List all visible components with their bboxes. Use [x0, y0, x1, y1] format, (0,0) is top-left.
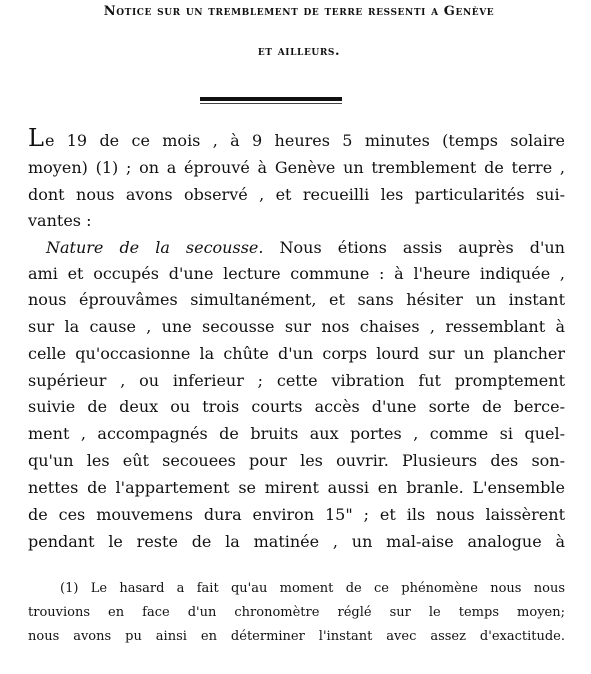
body-line-2: moyen) (1) ; on a éprouvé à Genève un tremblement de terre , — [28, 158, 565, 177]
body-line-14: nettes de l'appartement se mirent aussi en branle. L'ensemble — [28, 478, 565, 497]
section-heading-italic: Nature de la secousse. — [46, 238, 264, 257]
body-line-11: suivie de deux ou trois courts accès d'une sorte de berce- — [28, 397, 565, 416]
drop-capital: L — [28, 124, 45, 152]
footnote-line-1: (1) Le hasard a fait qu'au moment de ce phénomène nous nous — [60, 581, 565, 596]
body-line-16: pendant le reste de la matinée , un mal-aise analogue à — [28, 532, 565, 551]
body-line-5-text: Nous étions assis auprès d'un — [263, 238, 565, 257]
body-line-12: ment , accompagnés de bruits aux portes , comme si quel- — [28, 424, 565, 443]
body-line-5 — [46, 238, 565, 258]
body-line-15: de ces mouvemens dura environ 15" ; et ils nous laissèrent — [28, 505, 565, 524]
body-line-1 — [28, 124, 565, 152]
body-line-7: nous éprouvâmes simultanément, et sans hésiter un instant — [28, 290, 565, 309]
title-rule-thick — [200, 97, 342, 101]
body-line-10: supérieur , ou inferieur ; cette vibration fut promptement — [28, 371, 565, 390]
body-line-6: ami et occupés d'une lecture commune : à l'heure indiquée , — [28, 264, 565, 283]
page-title-line-2: et ailleurs. — [257, 44, 341, 59]
body-line-9: celle qu'occasionne la chûte d'un corps lourd sur un plancher — [28, 344, 565, 363]
page-title-line-1: Notice sur un tremblement de terre ressenti a Genève — [103, 4, 495, 19]
body-line-1-text: e 19 de ce mois , à 9 heures 5 minutes (temps solaire — [44, 131, 565, 150]
body-line-4: vantes : — [28, 211, 92, 230]
body-line-8: sur la cause , une secousse sur nos chaises , ressemblant à — [28, 317, 565, 336]
title-rule-thin — [200, 103, 342, 104]
body-line-3: dont nous avons observé , et recueilli les particularités sui- — [28, 185, 565, 204]
body-line-13: qu'un les eût secouees pour les ouvrir. Plusieurs des son- — [28, 451, 565, 470]
footnote-line-2: trouvions en face d'un chronomètre réglé sur le temps moyen; — [28, 605, 565, 620]
footnote-line-3: nous avons pu ainsi en déterminer l'instant avec assez d'exactitude. — [28, 629, 565, 644]
